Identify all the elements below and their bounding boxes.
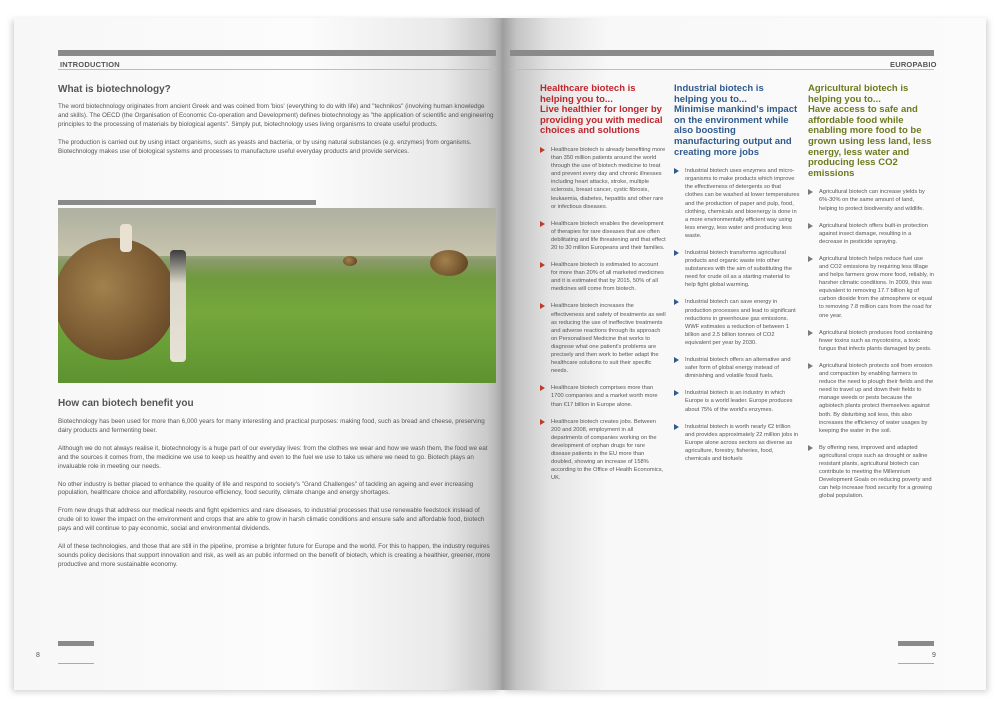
bullet-list [674,167,800,463]
column-headline: Live healthier for longer by providing you with medical choices and solutions [540,104,663,137]
bullet-arrow-icon [540,262,545,268]
column-industrial [674,84,800,472]
bullet-arrow-icon [808,256,813,262]
bullet-list [540,146,666,482]
right-header-bar [510,50,934,56]
column-healthcare [540,84,666,491]
column-heading [808,84,934,179]
section-body [58,418,496,570]
paragraph: From new drugs that address our medical needs and fight epidemics and rare diseases, to industrial processes that use renewable feedstock instead of crude oil to lower the impact on the environment and crops that are able to grow in harsh climatic conditions and ensure safe and affordable food, biotech pays and will continue to pay economic, social and environmental dividends. [58,507,485,533]
column-lead: Agricultural biotech is helping you to... [808,83,909,105]
person-figure [170,250,186,362]
footer-bar [898,641,934,646]
list-item: Healthcare biotech is estimated to account for more than 20% of all marketed medicines and it is estimated that by 2015, 50% of all medicines will come from biotech. [540,261,666,293]
child-figure [120,224,132,252]
section-divider-bar [58,200,316,205]
paragraph: No other industry is better placed to enhance the quality of life and respond to society's "Grand Challenges" of tackling an ageing and ever increasing population, healthcare choice and affordability, resource efficiency, food security, climate change and energy shortages. [58,480,474,497]
paragraph: The production is carried out by using intact organisms, such as yeasts and bacteria, or by using natural substances (e.g. enzymes) from organisms. Biotechnology makes use of biological systems and processes to manufacture useful everyday products and provide services. [58,138,472,155]
paragraph: Although we do not always realise it, biotechnology is a huge part of our everyday lives: from the clothes we wear and how we wash them, the food we eat and the sources it comes from, the medicine we use to keep us healthy and even to the fuel we use to take us where we need to go. Biotech plays an invaluable role in meeting our needs. [58,444,488,470]
bullet-arrow-icon [674,250,679,256]
column-headline: Minimise mankind's impact on the environment while also boosting manufacturing output and creating more jobs [674,104,798,158]
list-item: Agricultural biotech protects soil from erosion and compaction by enabling farmers to reduce the need to plough their fields and the need to travel up and down their fields to manage weeds or pests because the agbiotech plants protect themselves against both. By disturbing soil less, this also increases the efficiency of water usages by keeping the water in the soil. [808,362,934,435]
bullet-arrow-icon [540,303,545,309]
column-lead: Healthcare biotech is helping you to... [540,83,636,105]
section-title: What is biotechnology? [58,84,171,95]
column-heading [540,84,666,137]
bullet-arrow-icon [540,147,545,153]
list-item: Healthcare biotech comprises more than 1700 companies and a market worth more than €17 billion in Europe alone. [540,384,666,408]
page-number: 9 [932,652,936,659]
bullet-arrow-icon [674,390,679,396]
right-header-label: EUROPABIO [890,60,937,69]
left-header-rule [58,69,496,70]
bullet-arrow-icon [808,445,813,451]
column-lead: Industrial biotech is helping you to... [674,83,764,105]
list-item: By offering new, improved and adapted agricultural crops such as drought or saline resistant plants, agricultural biotech can contribute to meeting the Millennium Development Goals on reducing poverty and can help increase food security for a growing global population. [808,444,934,501]
column-headline: Have access to safe and affordable food while enabling more food to be grown using less land, less energy, less water and producing less CO2 emissions [808,104,932,179]
section-title: How can biotech benefit you [58,398,194,409]
list-item: Industrial biotech is worth nearly €2 trillion and provides approximately 22 million jobs in Europe alone across sectors as diverse as agriculture, forestry, fisheries, food, chemicals and biofuels [674,423,800,463]
list-item: Industrial biotech uses enzymes and micro-organisms to make products which improve the effectiveness of detergents so that clothes can be washed at lower temperatures and the production of paper and pulp, food, clothing, chemicals and bioenergy is done in a more environmentally efficient way using less energy, less water and producing less waste. [674,167,800,240]
list-item: Agricultural biotech offers built-in protection against insect damage, resulting in a decrease in pesticide spraying. [808,222,934,246]
section-what-is-biotech [58,84,496,157]
bullet-arrow-icon [674,168,679,174]
bullet-arrow-icon [808,330,813,336]
hay-field-photo [58,208,496,383]
list-item: Industrial biotech transforms agricultural products and organic waste into other substances with the aim of substituting the need for crude oil as a starting material to help fight global warming. [674,249,800,289]
footer-rule [898,663,934,664]
right-header-rule [510,69,934,70]
page-number: 8 [36,652,40,659]
paragraph: All of these technologies, and those that are still in the pipeline, promise a brighter future for Europe and the world. For this to happen, the industry requires sounds policy decisions that support innovation and risk, as well as an public informed on the benefit of biotech, which is creating a healthier, greener, more productive and more sustainable economy. [58,543,491,568]
paragraph: The word biotechnology originates from ancient Greek and was coined from 'bios' (everything to do with life) and "technikos" (involving human knowledge and skills). The OECD (the Organisation of Economic Co-operation and Development) defines biotechnology as "the application of scientific and engineering principles to the processing of materials by biological agents". Simply put, biotechnology uses living organisms to create useful products. [58,103,494,128]
bullet-arrow-icon [674,357,679,363]
section-body [58,103,496,157]
list-item: Agricultural biotech produces food containing fewer toxins such as mycotoxins, a toxic fungus that infects plants damaged by pests. [808,329,934,353]
list-item: Industrial biotech offers an alternative and safer form of global energy instead of diminishing and volatile fossil fuels. [674,356,800,380]
bullet-list [808,188,934,500]
hay-bale-far [430,250,468,276]
list-item: Industrial biotech is an industry in which Europe is a world leader. Europe produces about 75% of the world's enzymes. [674,389,800,413]
section-how-can-biotech-benefit [58,398,496,570]
list-item: Healthcare biotech enables the development of therapies for rare diseases that are often debilitating and life threatening and that effect 20 to 30 million Europeans and their families. [540,220,666,252]
list-item: Industrial biotech can save energy in production processes and lead to significant reductions in greenhouse gas emissions. WWF estimates a reduction of between 1 billion and 2.5 billion tonnes of CO2 equivalent per year by 2030. [674,298,800,347]
hay-bale-large [58,238,176,360]
bullet-arrow-icon [808,223,813,229]
list-item: Healthcare biotech creates jobs. Between 200 and 2008, employment in all departments of companies working on the development of orphan drugs for rare disease patients in the EU more than doubled, showing an increase of 158% according to the Office of Health Economics, UK. [540,418,666,483]
list-item: Agricultural biotech helps reduce fuel use and CO2 emissions by requiring less tillage and helps farmers grow more food, reliably, in harsher climatic conditions. In 2009, this was equivalent to removing 17.7 billion kg of carbon dioxide from the atmosphere or equal to removing 7.8 million cars from the road for one year. [808,255,934,320]
left-header-bar [58,50,496,56]
list-item: Healthcare biotech is already benefiting more than 350 million patients around the world through the use of biotech medicine to treat and prevent every day and chronic illnesses including heart attacks, stroke, multiple sclerosis, breast cancer, cystic fibrosis, leukaemia, diabetes, hepatitis and other rare or infectious diseases. [540,146,666,211]
hay-bale-distant [343,256,357,266]
left-header-label: INTRODUCTION [60,60,120,69]
bullet-arrow-icon [808,363,813,369]
paragraph: Biotechnology has been used for more than 6,000 years for many interesting and practical purposes: making food, such as bread and cheese, preserving dairy products and fermenting beer. [58,418,485,434]
column-agricultural [808,84,934,509]
list-item: Healthcare biotech increases the effectiveness and safety of treatments as well as reducing the use of ineffective treatments and adverse reactions through its approach on Personalised Medicine that works to diagnose what one patient's problems are precisely and then work to better adapt the healthcare solutions to suit their specific needs. [540,302,666,375]
bullet-arrow-icon [674,424,679,430]
bullet-arrow-icon [674,299,679,305]
column-heading [674,84,800,158]
bullet-arrow-icon [808,189,813,195]
bullet-arrow-icon [540,221,545,227]
bullet-arrow-icon [540,385,545,391]
footer-rule [58,663,94,664]
bullet-arrow-icon [540,419,545,425]
list-item: Agricultural biotech can increase yields by 6%-30% on the same amount of land, helping to protect biodiversity and wildlife. [808,188,934,212]
footer-bar [58,641,94,646]
